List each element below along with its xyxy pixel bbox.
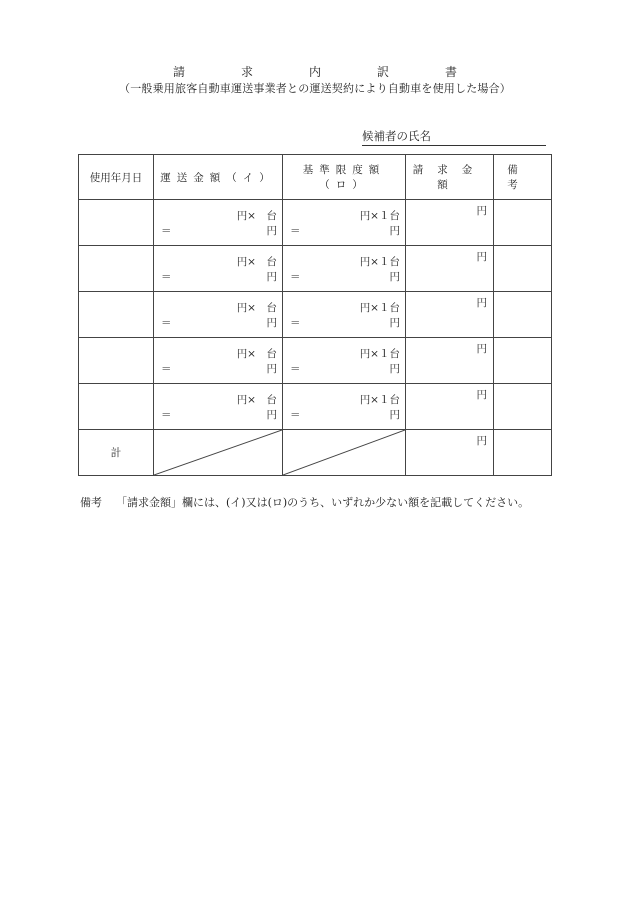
equals-sign: ＝: [161, 409, 172, 421]
transport-unit-text: 円× 台: [236, 348, 277, 360]
table-row: [79, 200, 552, 246]
transport-amount-cell[interactable]: [154, 246, 283, 292]
yen-unit: 円: [266, 363, 277, 375]
claim-amount-cell[interactable]: [406, 338, 494, 384]
limit-amount-cell[interactable]: [283, 200, 406, 246]
header-remarks: 備考: [494, 155, 552, 200]
header-limit-amount: 基準限度額（ロ）: [283, 155, 406, 200]
claim-amount-cell[interactable]: [406, 292, 494, 338]
yen-unit: 円: [389, 225, 400, 237]
limit-amount-cell[interactable]: [283, 384, 406, 430]
billing-breakdown-table: [78, 154, 552, 476]
limit-unit-text: 円×１台: [359, 348, 400, 360]
yen-unit: 円: [476, 297, 487, 309]
remarks-cell[interactable]: [494, 246, 552, 292]
claim-amount-cell[interactable]: [406, 200, 494, 246]
yen-unit: 円: [389, 409, 400, 421]
yen-unit: 円: [476, 435, 487, 447]
equals-sign: ＝: [161, 363, 172, 375]
remarks-note-label: 備考: [80, 496, 102, 509]
transport-amount-cell[interactable]: [154, 292, 283, 338]
remarks-note-text: 「請求金額」欄には、(イ)又は(ロ)のうち、いずれか少ない額を記載してください。: [116, 496, 530, 509]
yen-unit: 円: [389, 363, 400, 375]
date-cell[interactable]: [79, 200, 154, 246]
claim-amount-cell[interactable]: [406, 384, 494, 430]
document-subtitle: （一般乗用旅客自動車運送事業者との運送契約により自動車を使用した場合）: [119, 82, 511, 95]
equals-sign: ＝: [161, 317, 172, 329]
equals-sign: ＝: [290, 225, 301, 237]
limit-amount-cell[interactable]: [283, 246, 406, 292]
yen-unit: 円: [266, 271, 277, 283]
table-header-row: [79, 155, 552, 200]
yen-unit: 円: [476, 343, 487, 355]
equals-sign: ＝: [290, 271, 301, 283]
limit-amount-cell[interactable]: [283, 292, 406, 338]
remarks-cell[interactable]: [494, 200, 552, 246]
remarks-cell[interactable]: [494, 338, 552, 384]
equals-sign: ＝: [290, 409, 301, 421]
equals-sign: ＝: [161, 271, 172, 283]
remarks-cell[interactable]: [494, 384, 552, 430]
table-row: [79, 246, 552, 292]
diagonal-strike-line: [154, 430, 282, 475]
limit-unit-text: 円×１台: [359, 210, 400, 222]
remarks-cell[interactable]: [494, 292, 552, 338]
header-claim-amount: 請求金額: [406, 155, 494, 200]
header-transport-amount: 運送金額（イ）: [154, 155, 283, 200]
transport-amount-cell[interactable]: [154, 200, 283, 246]
claim-amount-cell[interactable]: [406, 246, 494, 292]
transport-total-struck-cell: [154, 430, 283, 476]
transport-amount-cell[interactable]: [154, 384, 283, 430]
transport-unit-text: 円× 台: [236, 302, 277, 314]
candidate-name-field[interactable]: [362, 128, 546, 146]
candidate-name-label: 候補者の氏名: [362, 129, 431, 143]
limit-total-struck-cell: [283, 430, 406, 476]
diagonal-strike-line: [283, 430, 405, 475]
yen-unit: 円: [266, 317, 277, 329]
equals-sign: ＝: [290, 363, 301, 375]
transport-unit-text: 円× 台: [236, 256, 277, 268]
limit-unit-text: 円×１台: [359, 256, 400, 268]
limit-amount-cell[interactable]: [283, 338, 406, 384]
transport-unit-text: 円× 台: [236, 394, 277, 406]
yen-unit: 円: [476, 205, 487, 217]
limit-unit-text: 円×１台: [359, 394, 400, 406]
equals-sign: ＝: [290, 317, 301, 329]
transport-unit-text: 円× 台: [236, 210, 277, 222]
claim-total-cell[interactable]: [406, 430, 494, 476]
yen-unit: 円: [389, 317, 400, 329]
date-cell[interactable]: [79, 384, 154, 430]
total-row: [79, 430, 552, 476]
yen-unit: 円: [266, 409, 277, 421]
date-cell[interactable]: [79, 338, 154, 384]
date-cell[interactable]: [79, 246, 154, 292]
table-row: [79, 384, 552, 430]
yen-unit: 円: [266, 225, 277, 237]
document-title: 請 求 内 訳 書: [172, 65, 479, 79]
yen-unit: 円: [476, 251, 487, 263]
equals-sign: ＝: [161, 225, 172, 237]
remarks-note: [80, 494, 560, 510]
transport-amount-cell[interactable]: [154, 338, 283, 384]
header-date: 使用年月日: [79, 155, 154, 200]
yen-unit: 円: [389, 271, 400, 283]
yen-unit: 円: [476, 389, 487, 401]
table-row: [79, 292, 552, 338]
limit-unit-text: 円×１台: [359, 302, 400, 314]
total-label: 計: [79, 430, 154, 476]
remarks-total-cell[interactable]: [494, 430, 552, 476]
date-cell[interactable]: [79, 292, 154, 338]
table-row: [79, 338, 552, 384]
